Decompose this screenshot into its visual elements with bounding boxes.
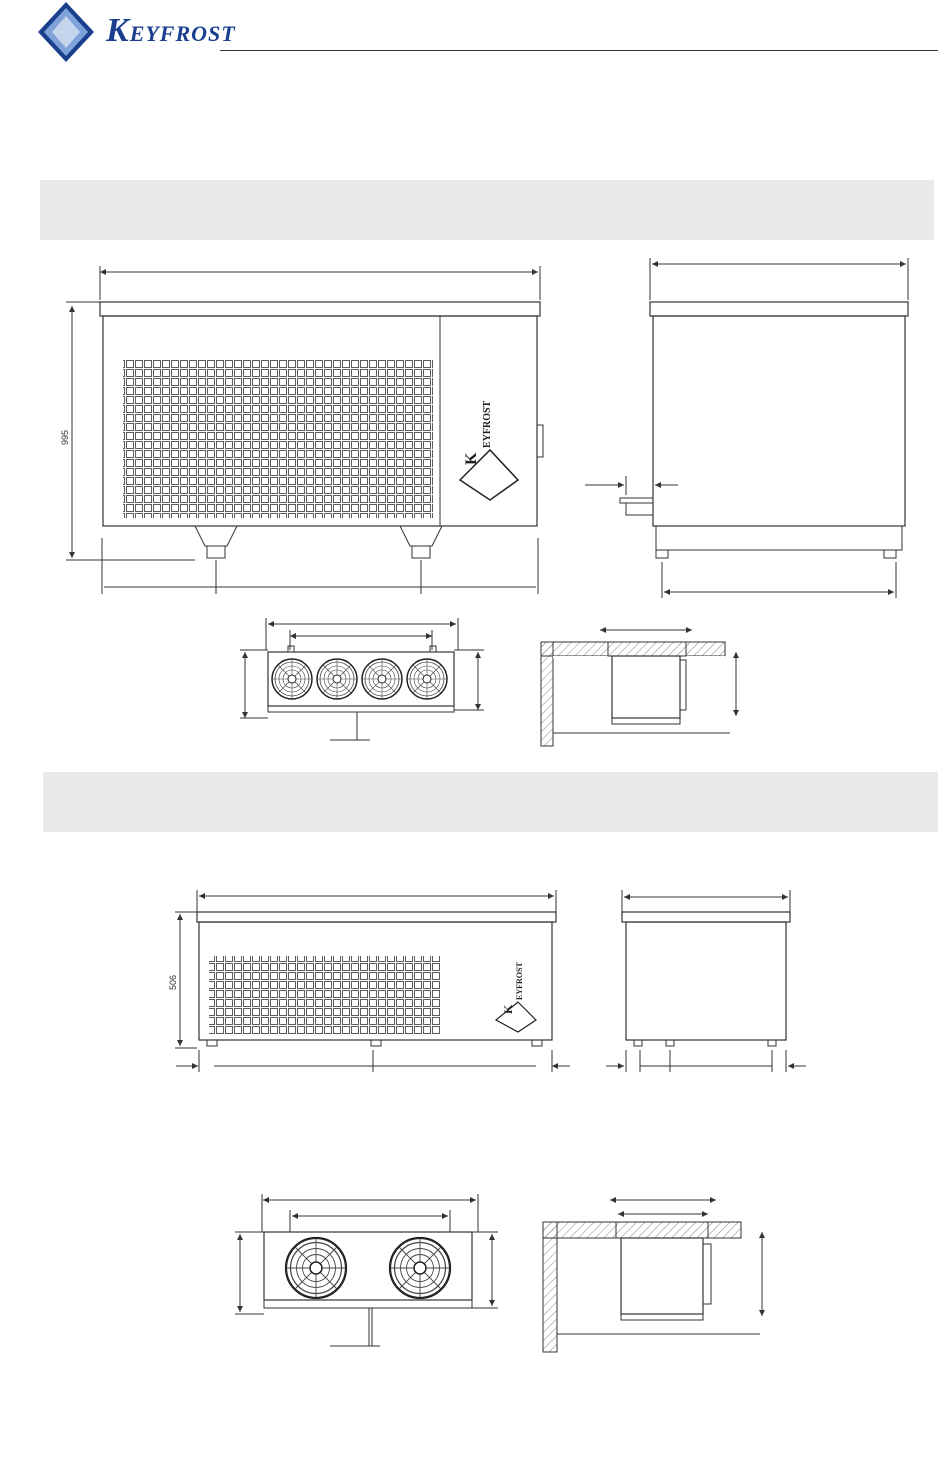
unit2-height-label: 506 [168,974,178,990]
logo-wordmark: KEYFROST [106,12,236,49]
unit2-evaporator-view [235,1194,498,1346]
svg-text:K: K [463,452,480,465]
unit2-installation-view [543,1200,762,1352]
unit1-side-view [585,258,908,598]
unit2-side-view [606,890,806,1072]
unit1-front-logo [460,400,518,500]
unit2-front-logo [496,962,536,1032]
svg-text:EYFROST: EYFROST [515,962,524,1000]
unit2-fans [286,1238,450,1298]
svg-text:K: K [501,1004,515,1014]
unit1-front-view [66,266,543,594]
unit1-height-label: 995 [60,429,70,445]
unit2-front-view [175,890,570,1072]
svg-text:EYFROST: EYFROST [482,400,493,448]
unit1-installation-view [541,630,736,746]
unit1-fans [272,659,447,699]
